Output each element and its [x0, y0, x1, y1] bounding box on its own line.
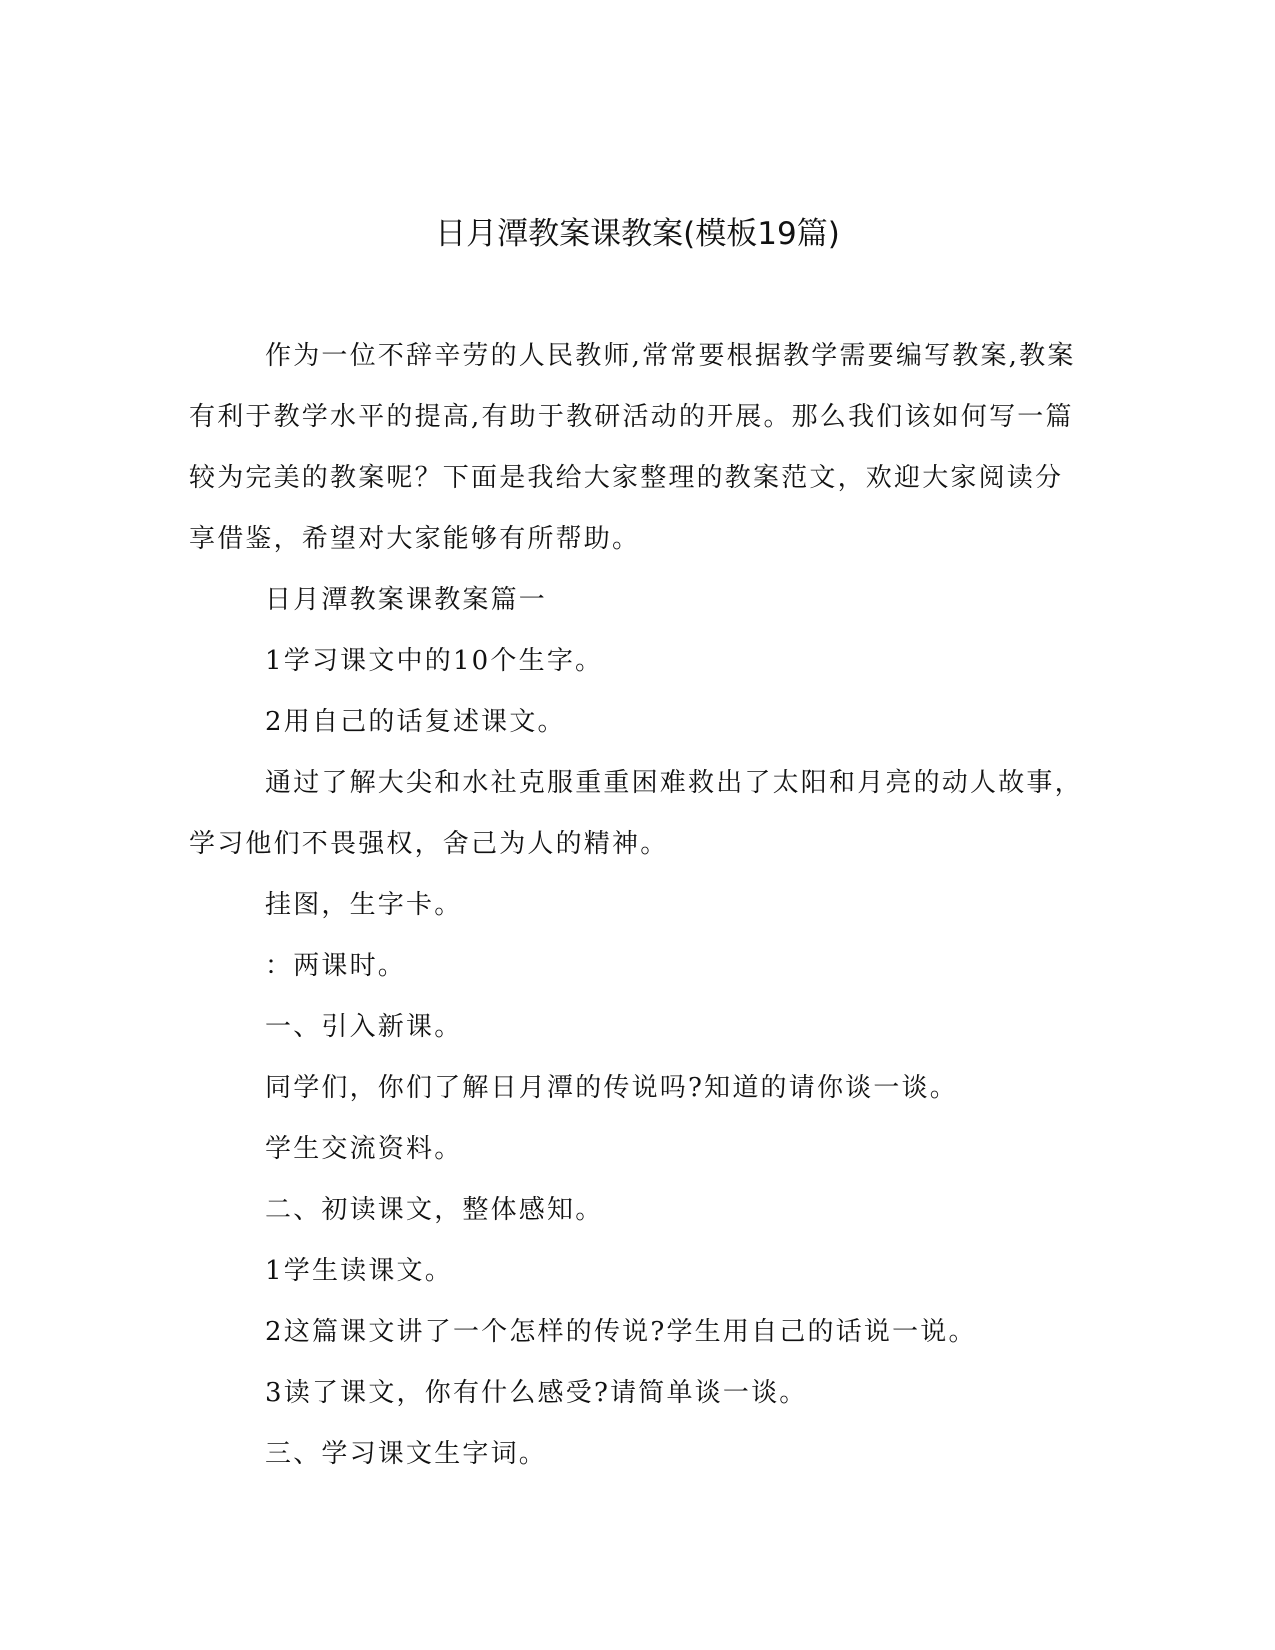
document-body — [189, 326, 1084, 1485]
body-paragraph: ：两课时。 — [265, 951, 407, 981]
document-title: 日月潭教案课教案(模板19篇) — [435, 216, 840, 252]
body-paragraph: 1学生读课文。 — [265, 1256, 453, 1286]
body-paragraph: 一、引入新课。 — [265, 1012, 463, 1042]
intro-paragraph: 作为一位不辞辛劳的人民教师,常常要根据教学需要编写教案,教案有利于教学水平的提高,有助于教研活动的开展。那么我们该如何写一篇较为完美的教案呢？下面是我给大家整理的教案范文，欢迎大家阅读分享借鉴，希望对大家能够有所帮助。 — [189, 341, 1076, 554]
body-paragraph: 同学们，你们了解日月潭的传说吗?知道的请你谈一谈。 — [265, 1073, 958, 1103]
body-paragraph: 2这篇课文讲了一个怎样的传说?学生用自己的话说一说。 — [265, 1317, 977, 1347]
body-paragraph: 3读了课文，你有什么感受?请简单谈一谈。 — [265, 1378, 808, 1408]
body-paragraph: 2用自己的话复述课文。 — [265, 707, 566, 737]
body-paragraph: 三、学习课文生字词。 — [265, 1439, 548, 1469]
body-paragraph: 1学习课文中的10个生字。 — [265, 646, 604, 676]
section-heading: 日月潭教案课教案篇一 — [265, 585, 548, 615]
body-paragraph: 二、初读课文，整体感知。 — [265, 1195, 604, 1225]
body-paragraph: 挂图，生字卡。 — [265, 890, 463, 920]
body-paragraph: 通过了解大尖和水社克服重重困难救出了太阳和月亮的动人故事，学习他们不畏强权，舍己为人的精神。 — [189, 768, 1083, 859]
body-paragraph: 学生交流资料。 — [265, 1134, 463, 1164]
